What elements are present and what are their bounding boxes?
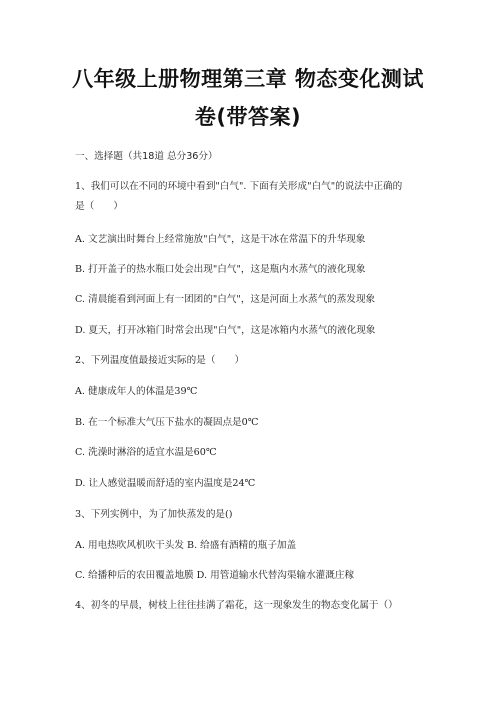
question-2-option-c: C. 洗澡时淋浴的适宜水温是60℃: [75, 447, 217, 458]
question-1-stem-line-2: 是（ ）: [75, 201, 123, 212]
question-2-stem: 2、下列温度值最接近实际的是（ ）: [75, 355, 245, 366]
question-1-option-a: A. 文艺演出时舞台上经常施放"白气"，这是干冰在常温下的升华现象: [75, 234, 366, 245]
question-3-options-cd: C. 给播种后的农田覆盖地膜 D. 用管道输水代替沟渠输水灌溉庄稼: [75, 570, 355, 581]
question-1-option-c: C. 清晨能看到河面上有一团团的"白气"，这是河面上水蒸气的蒸发现象: [75, 294, 376, 305]
question-1-option-b: B. 打开盖子的热水瓶口处会出现"白气"，这是瓶内水蒸气的液化现象: [75, 264, 366, 275]
question-3-stem: 3、下列实例中，为了加快蒸发的是(): [75, 509, 233, 520]
question-1-option-d: D. 夏天，打开冰箱门时常会出现"白气"，这是冰箱内水蒸气的液化现象: [75, 325, 376, 336]
question-4-stem: 4、初冬的早晨，树枝上往往挂满了霜花，这一现象发生的物态变化属于（）: [75, 600, 398, 611]
question-2-option-d: D. 让人感觉温暖而舒适的室内温度是24℃: [75, 478, 256, 489]
question-2-option-a: A. 健康成年人的体温是39℃: [75, 386, 198, 397]
question-3-options-ab: A. 用电热吹风机吹干头发 B. 给盛有酒精的瓶子加盖: [75, 540, 297, 551]
document-title-line-1: 八年级上册物理第三章 物态变化测试: [72, 67, 424, 91]
document-title-line-2: 卷(带答案): [194, 105, 302, 129]
section-heading: 一、选择题（共18道 总分36分）: [75, 151, 218, 162]
question-2-option-b: B. 在一个标准大气压下盐水的凝固点是0℃: [75, 417, 259, 428]
question-1-stem-line-1: 1、我们可以在不同的环境中看到"白气". 下面有关形成"白气"的说法中正确的: [75, 181, 403, 192]
